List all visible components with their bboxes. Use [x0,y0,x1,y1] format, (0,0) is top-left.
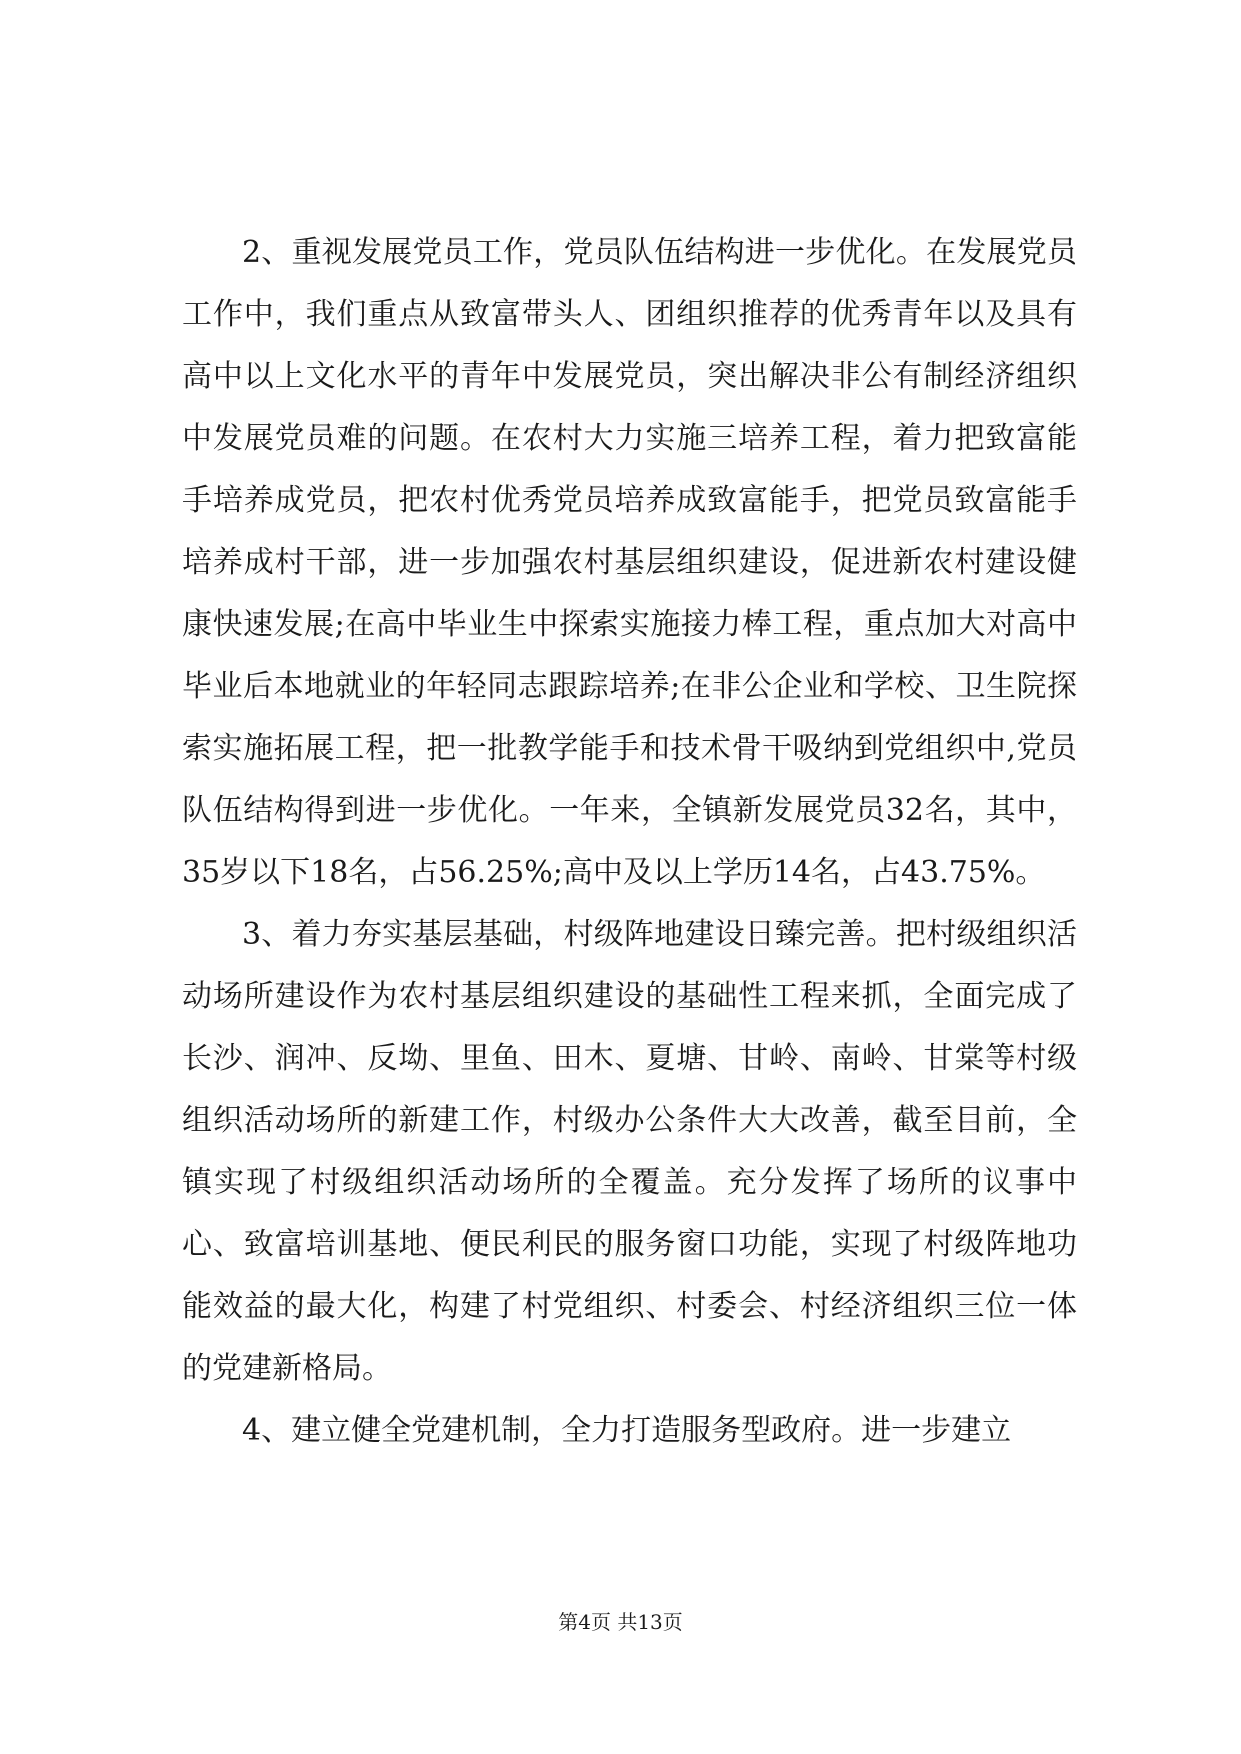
document-body [182,222,1077,1462]
page-number-footer: 第4页 共13页 [558,1610,683,1634]
paragraph-party-member-development: 2、重视发展党员工作，党员队伍结构进一步优化。在发展党员工作中，我们重点从致富带头人、团组织推荐的优秀青年以及具有高中以上文化水平的青年中发展党员，突出解决非公有制经济组织中发展党员难的问题。在农村大力实施三培养工程，着力把致富能手培养成党员，把农村优秀党员培养成致富能手，把党员致富能手培养成村干部，进一步加强农村基层组织建设，促进新农村建设健康快速发展;在高中毕业生中探索实施接力棒工程，重点加大对高中毕业后本地就业的年轻同志跟踪培养;在非公企业和学校、卫生院探索实施拓展工程，把一批教学能手和技术骨干吸纳到党组织中,党员队伍结构得到进一步优化。一年来，全镇新发展党员32名，其中，35岁以下18名，占56.25%;高中及以上学历14名，占43.75%。 [182,235,1077,890]
paragraph-party-mechanism: 4、建立健全党建机制，全力打造服务型政府。进一步建立 [242,1413,1012,1448]
paragraph-village-venue-construction: 3、着力夯实基层基础，村级阵地建设日臻完善。把村级组织活动场所建设作为农村基层组织建设的基础性工程来抓，全面完成了长沙、润冲、反坳、里鱼、田木、夏塘、甘岭、南岭、甘棠等村级组织活动场所的新建工作，村级办公条件大大改善，截至目前，全镇实现了村级组织活动场所的全覆盖。充分发挥了场所的议事中心、致富培训基地、便民利民的服务窗口功能，实现了村级阵地功能效益的最大化，构建了村党组织、村委会、村经济组织三位一体的党建新格局。 [182,917,1077,1386]
